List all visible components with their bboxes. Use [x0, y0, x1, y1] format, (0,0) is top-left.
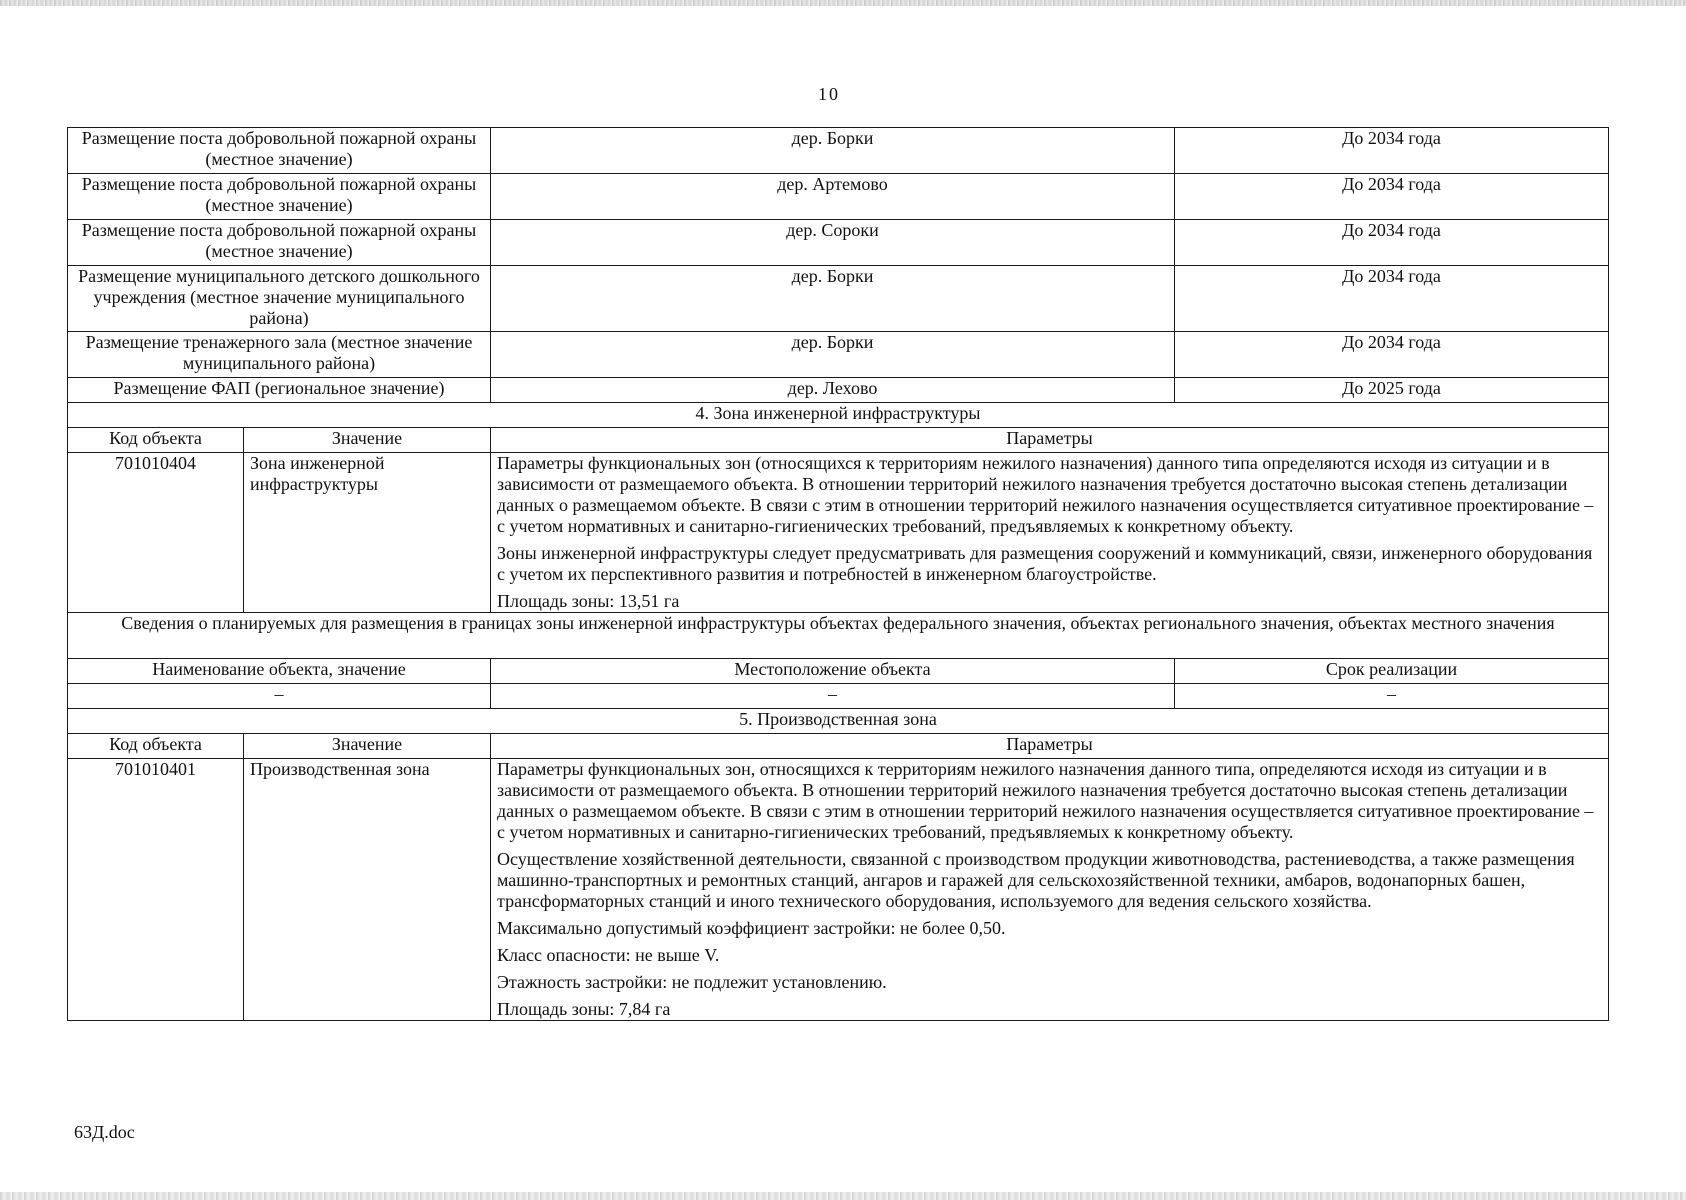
object-location: дер. Борки: [491, 332, 1175, 378]
object-name: Размещение поста добровольной пожарной охраны (местное значение): [68, 128, 491, 174]
object-name: Размещение поста добровольной пожарной охраны (местное значение): [68, 220, 491, 266]
param-paragraph: Осуществление хозяйственной деятельности, связанной с производством продукции животноводства, растениеводства, а также размещения машинно-транспортных и ремонтных станций, ангаров и гаражей для сельскохозяйственной техники, амбаров, водонапорных башен, трансформаторных станций и иного технического оборудования, используемого для ведения сельского хозяйства.: [497, 849, 1575, 911]
zone-title: 4. Зона инженерной инфраструктуры: [68, 403, 1609, 428]
object-location: дер. Артемово: [491, 174, 1175, 220]
planned-location: –: [491, 684, 1175, 709]
header-params: Параметры: [491, 428, 1609, 453]
planned-header-name: Наименование объекта, значение: [68, 659, 491, 684]
page-number: 10: [818, 84, 840, 104]
param-paragraph: Зоны инженерной инфраструктуры следует предусматривать для размещения сооружений и коммуникаций, связи, инженерного оборудования с учетом их перспективного развития и потребностей в инженерном благоустройстве.: [497, 543, 1593, 584]
object-location: дер. Борки: [491, 128, 1175, 174]
object-term: До 2034 года: [1175, 220, 1609, 266]
object-term: До 2034 года: [1175, 174, 1609, 220]
planned-header-location: Местоположение объекта: [491, 659, 1175, 684]
planned-title: Сведения о планируемых для размещения в границах зоны инженерной инфраструктуры объектах федерального значения, объектах регионального значения, объектах местного значения: [68, 613, 1609, 659]
param-coefficient: Максимально допустимый коэффициент застройки: не более 0,50.: [497, 918, 1006, 938]
zone-row: [68, 759, 1609, 1021]
object-term: До 2025 года: [1175, 378, 1609, 403]
object-term: До 2034 года: [1175, 128, 1609, 174]
object-row: [68, 332, 1609, 378]
header-value: Значение: [244, 428, 491, 453]
zone-row: [68, 453, 1609, 613]
param-area: Площадь зоны: 13,51 га: [497, 591, 680, 611]
object-name: Размещение муниципального детского дошкольного учреждения (местное значение муниципального района): [68, 266, 491, 332]
object-name: Размещение ФАП (региональное значение): [68, 378, 491, 403]
object-name: Размещение поста добровольной пожарной охраны (местное значение): [68, 174, 491, 220]
param-paragraph: Параметры функциональных зон, относящихся к территориям нежилого назначения данного типа, определяются исходя из ситуации и в зависимости от размещаемого объекта. В отношении территорий нежилого назначения требуется достаточно высокая степень детализации данных о размещаемом объекте. В связи с этим в отношении территорий нежилого назначения осуществляется ситуативное проектирование – с учетом нормативных и санитарно-гигиенических требований, предъявляемых к конкретному объекту.: [497, 759, 1594, 842]
planned-header-row: [68, 659, 1609, 684]
zone-code: 701010404: [68, 453, 244, 613]
param-floors: Этажность застройки: не подлежит установлению.: [497, 972, 887, 992]
planned-row: [68, 684, 1609, 709]
param-area: Площадь зоны: 7,84 га: [497, 999, 671, 1019]
header-value: Значение: [244, 734, 491, 759]
param-paragraph: Параметры функциональных зон (относящихся к территориям нежилого назначения) данного типа определяются исходя из ситуации и в зависимости от размещаемого объекта. В отношении территорий нежилого назначения требуется достаточно высокая степень детализации данных о размещаемом объекте. В связи с этим в отношении территорий нежилого назначения осуществляется ситуативное проектирование – с учетом нормативных и санитарно-гигиенических требований, предъявляемых к конкретному объекту.: [497, 453, 1594, 536]
header-code: Код объекта: [68, 734, 244, 759]
object-name: Размещение тренажерного зала (местное значение муниципального района): [68, 332, 491, 378]
planning-table: [67, 127, 1609, 1021]
object-location: дер. Лехово: [491, 378, 1175, 403]
object-row: [68, 378, 1609, 403]
zone-title-row: [68, 403, 1609, 428]
zone-value: Зона инженерной инфраструктуры: [244, 453, 491, 613]
object-term: До 2034 года: [1175, 332, 1609, 378]
footer-filename: 63Д.doc: [74, 1122, 135, 1142]
object-location: дер. Борки: [491, 266, 1175, 332]
planned-name: –: [68, 684, 491, 709]
object-row: [68, 128, 1609, 174]
zone-header-row: [68, 428, 1609, 453]
object-term: До 2034 года: [1175, 266, 1609, 332]
zone-code: 701010401: [68, 759, 244, 1021]
header-code: Код объекта: [68, 428, 244, 453]
zone-params: [491, 759, 1609, 1021]
planned-title-row: [68, 613, 1609, 659]
planned-header-term: Срок реализации: [1175, 659, 1609, 684]
param-hazard-class: Класс опасности: не выше V.: [497, 945, 720, 965]
object-row: [68, 220, 1609, 266]
object-location: дер. Сороки: [491, 220, 1175, 266]
zone-value: Производственная зона: [244, 759, 491, 1021]
object-row: [68, 266, 1609, 332]
header-params: Параметры: [491, 734, 1609, 759]
object-row: [68, 174, 1609, 220]
zone-title-row: [68, 709, 1609, 734]
zone-title: 5. Производственная зона: [68, 709, 1609, 734]
zone-params: [491, 453, 1609, 613]
planned-term: –: [1175, 684, 1609, 709]
scan-edge-top: [0, 0, 1686, 6]
scan-edge-bottom: [0, 1192, 1686, 1200]
zone-header-row: [68, 734, 1609, 759]
